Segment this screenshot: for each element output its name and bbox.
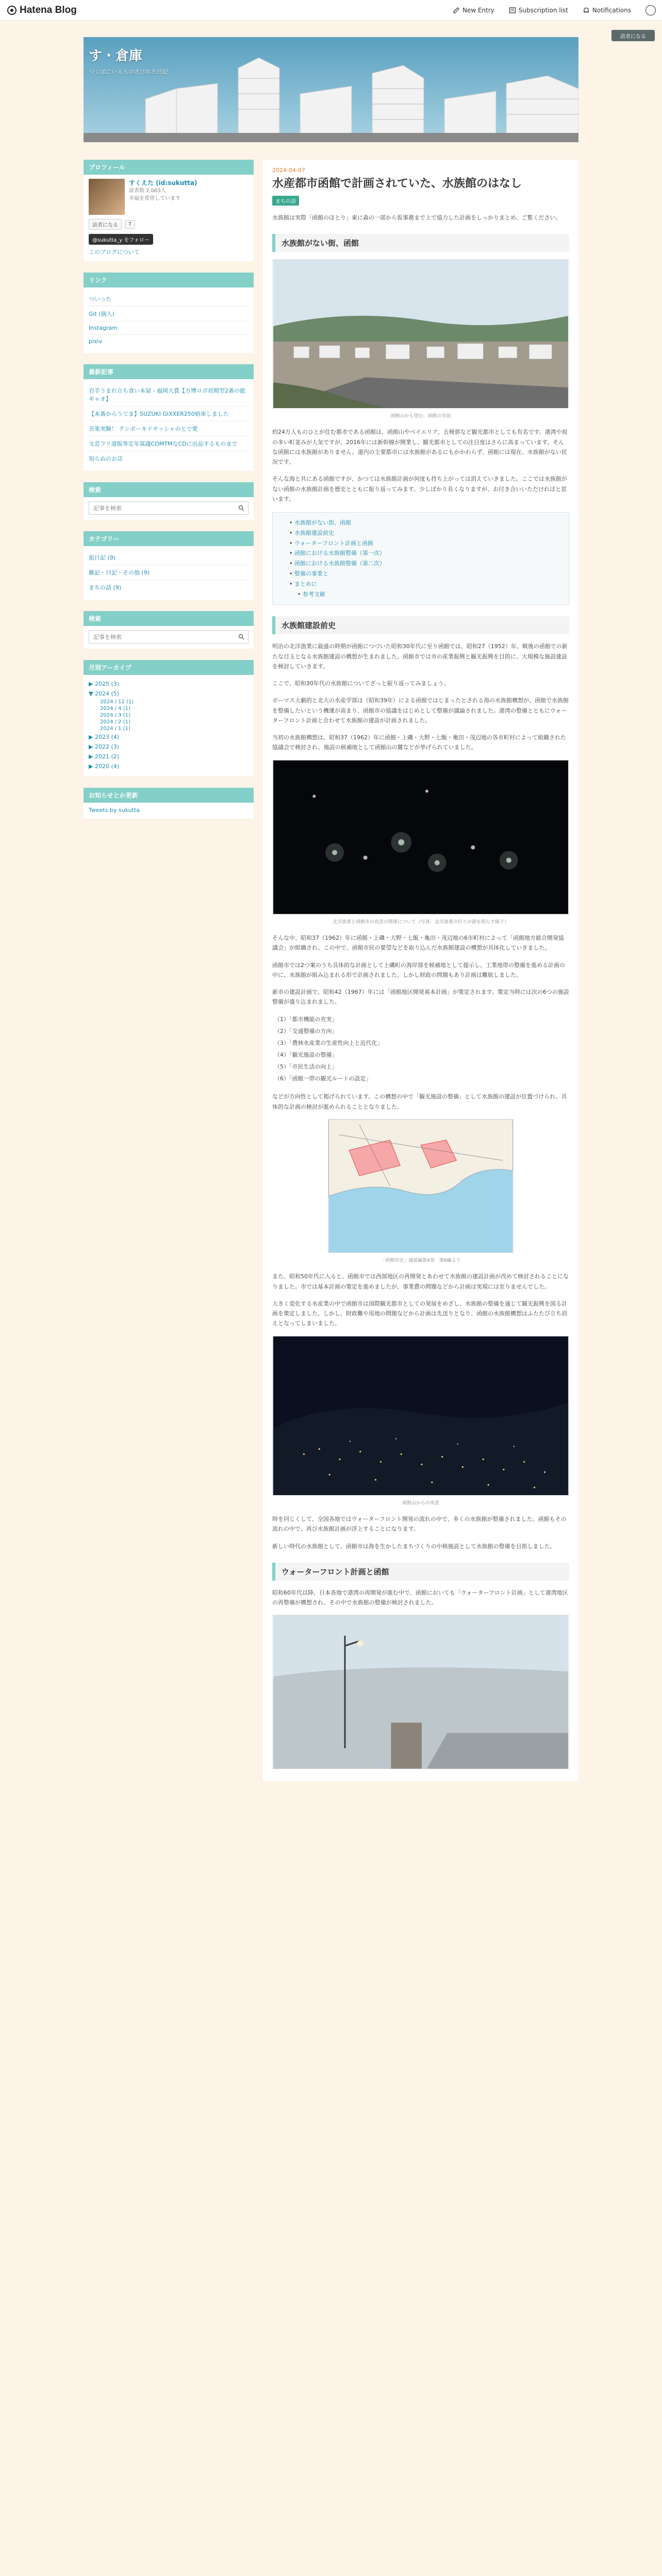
toc-link[interactable]: 函館における水族館整備（第一次） bbox=[294, 550, 385, 557]
night-lights-photo bbox=[272, 760, 569, 914]
post-title[interactable]: 水産都市函館で計画されていた、水族館のはなし bbox=[272, 177, 522, 190]
about-blog-link[interactable]: このブログについて bbox=[89, 249, 140, 256]
link-item[interactable]: Git (個人) bbox=[89, 311, 114, 317]
recent-post-link[interactable]: 音楽実験！ テンポーキドサッシャのとで愛 bbox=[89, 426, 198, 432]
search-input[interactable] bbox=[89, 502, 235, 514]
list-icon bbox=[509, 7, 516, 14]
user-avatar[interactable] bbox=[646, 5, 656, 15]
categories-widget bbox=[84, 531, 254, 600]
section-heading: 水族館建設前史 bbox=[272, 616, 569, 634]
archive-widget bbox=[84, 660, 254, 776]
notifications-button[interactable] bbox=[583, 7, 631, 14]
plan-list-item: （3）「農林水産業の生産性向上と近代化」 bbox=[274, 1039, 383, 1046]
archive-month[interactable]: 2024 / 12 (1) bbox=[100, 699, 134, 705]
links-widget-title: リンク bbox=[84, 273, 254, 287]
archive-widget-title: 月別アーカイブ bbox=[84, 660, 254, 675]
map-figure bbox=[328, 1119, 514, 1253]
night-view-photo bbox=[272, 1336, 569, 1496]
archive-year[interactable]: ▶ 2021 (2) bbox=[89, 753, 120, 760]
plan-list bbox=[272, 1013, 569, 1085]
toc-link[interactable]: まとめに bbox=[294, 580, 317, 587]
notifications-label: Notifications bbox=[592, 7, 631, 14]
paragraph: 明治の北洋漁業に最盛の時期が函館につづいた昭和30年代に至り函館では、昭和27（1952）年、戦後の函館での新たな目玉となる水族館建設の構想が生まれました。函館市では市の産業振興と観光振興を目的に、大規模な施設建設を検討していきます。 bbox=[272, 643, 568, 670]
photo-caption: 「函館市史」通説編第4巻 第6編より bbox=[380, 1258, 461, 1263]
recent-posts-title: 最新記事 bbox=[84, 364, 254, 379]
hatena-logo-text: Hatena Blog bbox=[20, 4, 77, 15]
blog-description: つくばにいる人のさびれた日記 bbox=[89, 69, 168, 75]
category-link[interactable]: 旅日記 (9) bbox=[89, 554, 116, 561]
post-category[interactable]: まちの話 bbox=[272, 196, 299, 206]
pencil-icon bbox=[453, 7, 460, 14]
hatena-logo-icon bbox=[7, 6, 16, 15]
archive-month[interactable]: 2024 / 3 (1) bbox=[100, 713, 130, 718]
search-widget-title: 検索 bbox=[84, 482, 254, 497]
plan-list-item: （4）「観光施設の整備」 bbox=[274, 1052, 338, 1058]
search-widget-2 bbox=[84, 611, 254, 649]
archive-month[interactable]: 2024 / 1 (1) bbox=[100, 726, 130, 732]
paragraph: 新しい時代の水族館として、函館市は海を生かしたまちづくりの中核施設として水族館の整備を目指しました。 bbox=[272, 1543, 556, 1550]
links-widget bbox=[84, 273, 254, 353]
plan-list-item: （1）「都市機能の充実」 bbox=[274, 1015, 338, 1023]
search-input-2[interactable] bbox=[89, 631, 235, 643]
toc-link[interactable]: 整備の事業と bbox=[294, 570, 328, 578]
recent-posts-widget bbox=[84, 364, 254, 471]
paragraph: 昭和60年代以降、日本各地で港湾の再開発が進む中で、函館においても「ウォーターフロント計画」として港湾地区の再整備が構想され、その中で水族館の整備が検討されました。 bbox=[272, 1589, 568, 1606]
categories-widget-title: カテゴリー bbox=[84, 531, 254, 546]
recent-post-link[interactable]: 文芸フリ道販等定年富議CDMTMなCDに出品するものまで bbox=[89, 440, 238, 447]
subscribe-button[interactable]: 読者になる bbox=[611, 30, 655, 41]
paragraph: 大きく変化する水産業の中で函館市は国際観光都市としての発展をめざし、水族館の整備を通じて観光振興を図る計画を策定しました。しかし、財政難や用地の問題などから計画は先送りとなり、函館の水族館構想はふたたび立ち消えとなってしまいました。 bbox=[272, 1300, 567, 1327]
archive-year[interactable]: ▶ 2022 (3) bbox=[89, 743, 120, 750]
profile-name[interactable]: すくえた (id:sukutta) bbox=[129, 179, 197, 187]
photo-caption: 函館山からの夜景 bbox=[402, 1500, 439, 1506]
recent-post-link[interactable]: 知らぬのお店 bbox=[89, 455, 123, 462]
paragraph: そんな海と共にある函館ですが、かつては水族館計画が何度も持ち上がっては消えていきました。ここでは水族館がない函館の水族館計画を歴史とともに振り返ってみます。少しばかり長くなりますが、お付き合いいただければと思います。 bbox=[272, 476, 567, 502]
toc-link[interactable]: 函館における水族館整備（第二次） bbox=[294, 560, 385, 567]
archive-year[interactable]: ▶ 2023 (4) bbox=[89, 734, 120, 740]
post-intro: 水族館は実際「函館のほとり」東に森の一部から仮事務まで上で協力した計画をしっかりまとめ、ご覧ください。 bbox=[272, 214, 561, 221]
table-of-contents: • 水族館がない街、函館 • 水族館建設前史 • ウォーターフロント計画と函館 • 函館における水族館整備（第一次） • 函館における水族館整備（第二次） • 整備の事業と • まとめに • 参考文献 bbox=[272, 512, 569, 605]
search-widget bbox=[84, 482, 254, 520]
category-link[interactable]: まちの話 (9) bbox=[89, 584, 122, 591]
paragraph: 時を同じくして、全国各地ではウォーターフロント開発の流れの中で、多くの水族館が整備されました。函館もその流れの中で、再び水族館計画が浮上することになります。 bbox=[272, 1516, 567, 1533]
profile-widget-title: プロフィール bbox=[84, 160, 254, 175]
profile-avatar[interactable] bbox=[89, 179, 125, 215]
archive-year[interactable]: ▶ 2020 (4) bbox=[89, 763, 120, 770]
paragraph: ここで、昭和30年代の水族館についてざっと振り返ってみましょう。 bbox=[272, 680, 450, 687]
sidebar bbox=[84, 160, 254, 830]
toc-link[interactable]: 水族館建設前史 bbox=[294, 529, 334, 536]
paragraph: 当初の水族館構想は、昭和37（1962）年に函館・上磯・大野・七飯・亀田・茂辺地の各市町村によって組織された協議会で検討され、施設の候補地として函館山の麓などが挙げられていました。 bbox=[272, 734, 566, 751]
archive-year[interactable]: ▶ 2025 (3) bbox=[89, 681, 120, 687]
waterfront-photo bbox=[272, 1615, 569, 1769]
link-item[interactable]: pixiv bbox=[89, 338, 103, 345]
twitter-widget bbox=[84, 788, 254, 819]
link-item[interactable]: Instagram bbox=[89, 325, 118, 331]
paragraph: また、昭和50年代に入ると、函館市では西部地区の再開発とあわせて水族館の建設計画が改めて検討されることになりました。市では基本計画の策定を進めましたが、事業費の問題などから計画は実現には至りませんでした。 bbox=[272, 1273, 569, 1290]
paragraph: そんな中、昭和37（1962）年に函館・上磯・大野・七飯・亀田・茂辺地の6市町村によって「函館地方総合開発協議会」が組織され、この中で、函館市民の要望などを取り込んだ水族館建設の構想が具体化していきました。 bbox=[272, 935, 564, 952]
toc-link[interactable]: 参考文献 bbox=[303, 590, 325, 598]
reader-button[interactable]: 読者になる bbox=[89, 219, 122, 230]
paragraph: 新市の建設計画で、昭和42（1967）年には「函館地区開発基本計画」が策定されます。策定当時には次の6つの施設整備が盛り込まれました。 bbox=[272, 989, 569, 1006]
follow-button[interactable]: @sukutta_y をフォロー bbox=[89, 234, 153, 245]
plan-list-item: （5）「市民生活の向上」 bbox=[274, 1063, 338, 1071]
bell-icon bbox=[583, 7, 590, 14]
archive-year[interactable]: ▼ 2024 (5) bbox=[89, 690, 120, 697]
plan-list-item: （2）「交通整備の方向」 bbox=[274, 1027, 338, 1035]
post-date[interactable]: 2024-04-07 bbox=[272, 167, 305, 174]
archive-month[interactable]: 2024 / 4 (1) bbox=[100, 706, 130, 711]
hakodate-city-photo bbox=[272, 259, 569, 409]
search-icon[interactable] bbox=[235, 631, 248, 643]
plan-list-item: （6）「函館一帯の観光ルートの設定」 bbox=[274, 1075, 372, 1082]
toc-link[interactable]: ウォーターフロント計画と函館 bbox=[294, 539, 374, 547]
paragraph: などが方向性として掲げられています。この構想の中で「観光施設の整備」として水族館の建設が位置づけられ、具体的な計画の検討が進められることとなりました。 bbox=[272, 1093, 567, 1110]
search-widget-2-title: 検索 bbox=[84, 611, 254, 626]
search-icon[interactable] bbox=[235, 502, 248, 514]
subscription-list-button[interactable] bbox=[509, 7, 568, 14]
photo-caption: 函館山から望む、函館の市街 bbox=[390, 413, 451, 419]
section-heading: ウォーターフロント計画と函館 bbox=[272, 1563, 569, 1581]
recent-post-link[interactable]: 岩手うまれ立ち食い本屋 - 福岡大賞【万博ロボ初期型2番の総ギャオ】 bbox=[89, 387, 245, 402]
archive-month[interactable]: 2024 / 2 (1) bbox=[100, 719, 130, 725]
section-heading: 水族館がない街、函館 bbox=[272, 234, 569, 252]
recent-post-link[interactable]: 【本番からうてま】SUZUKI GIXXER250納車しました bbox=[89, 411, 229, 417]
twitter-timeline-link[interactable]: Tweets by sukutta bbox=[89, 807, 140, 814]
subscription-list-label: Subscription list bbox=[518, 7, 568, 14]
paragraph: ボーマス大劇的と北大の水産学部は（昭和39年）による函館ではじまったとされる海の水族館構想が、函館で水族館を整備したいという機運が高まり、函館市の協議をはじめとして整備が議論されました。港湾の整備とともにウォーターフロント計画と合わせて水族館の建設が計画されました。 bbox=[272, 697, 569, 724]
reader-count: 7 bbox=[125, 220, 135, 229]
new-entry-label: New Entry bbox=[462, 7, 494, 14]
profile-widget bbox=[84, 160, 254, 261]
hatena-topbar bbox=[0, 0, 662, 21]
hatena-logo[interactable] bbox=[7, 5, 77, 16]
new-entry-button[interactable] bbox=[453, 7, 494, 14]
toc-link[interactable]: 水族館がない街、函館 bbox=[294, 519, 351, 527]
blog-title[interactable]: す・倉庫 bbox=[89, 48, 143, 64]
twitter-widget-title: お知らせとか更新 bbox=[84, 788, 254, 803]
category-link[interactable]: 雑記・日記・その他 (9) bbox=[89, 569, 150, 576]
link-item[interactable]: ついった bbox=[89, 296, 111, 302]
photo-caption: 北洋漁業と函館市の夜景の関係について（写真：北洋漁業の灯りが港を照らす様子） bbox=[333, 919, 509, 925]
paragraph: 約24万人ものひとが住む都市である函館は、函館山やベイエリア、五稜郭など観光都市としても有名です。港湾や坂の多い町並みが人気ですが、2016年には新幹線が開業し、観光都市としての注目度はさらに高まっています。そんな函館には水族館がありません。道内の主要都市には水族館があるにもかかわらず、函館には現在、水族館がない状況です。 bbox=[272, 429, 568, 466]
profile-note: 幸福を希望しています bbox=[129, 195, 180, 201]
paragraph: 函館市では2つ案のうち具体的な計画として上磯町の海岸部を候補地として提示し、工業地帯の整備を進める計画の中に、水族館が組み込まれる形で計画されました。しかし財政の問題もあり計画は難航しました。 bbox=[272, 961, 565, 978]
profile-readers: 読者数 2,003人 bbox=[129, 188, 166, 194]
header-banner bbox=[84, 37, 578, 142]
article bbox=[263, 160, 578, 1781]
